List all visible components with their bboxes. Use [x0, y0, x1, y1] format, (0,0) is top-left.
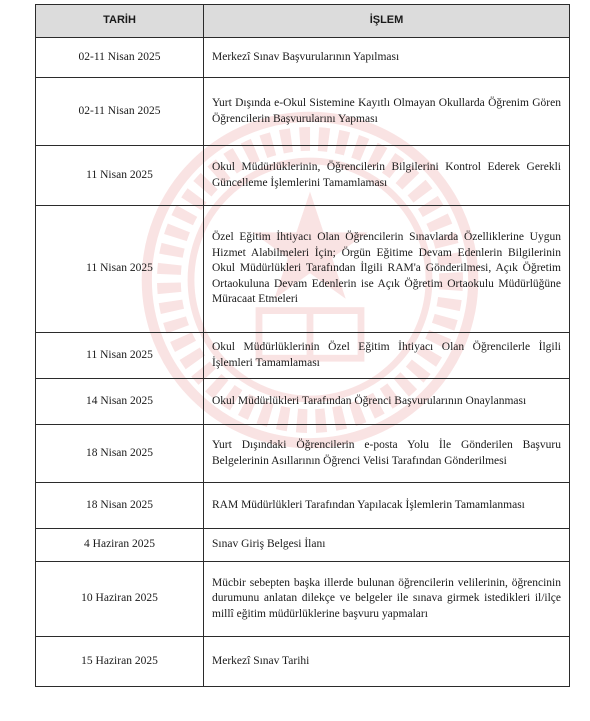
row-date: 02-11 Nisan 2025: [36, 78, 204, 146]
row-action: RAM Müdürlükleri Tarafından Yapılacak İşlemlerin Tamamlanması: [204, 483, 570, 529]
table-row: [36, 38, 570, 78]
table-row: [36, 637, 570, 687]
table-row: [36, 78, 570, 146]
row-date: 18 Nisan 2025: [36, 483, 204, 529]
exam-schedule-table: [35, 4, 570, 687]
row-action: Okul Müdürlükleri Tarafından Öğrenci Başvurularının Onaylanması: [204, 379, 570, 425]
row-date: 15 Haziran 2025: [36, 637, 204, 687]
date-column-header: TARİH: [36, 5, 204, 38]
row-date: 18 Nisan 2025: [36, 425, 204, 483]
row-date: 11 Nisan 2025: [36, 146, 204, 206]
table-row: [36, 483, 570, 529]
table-row: [36, 146, 570, 206]
row-action: Mücbir sebepten başka illerde bulunan öğrencilerin velilerinin, öğrencinin durumunu anlatan dilekçe ve belgeler ile sınava girmek istedikleri il/ilçe millî eğitim müdürlüklerine başvuru yapmaları: [204, 562, 570, 637]
row-action: Okul Müdürlüklerinin, Öğrencilerin Bilgilerini Kontrol Ederek Gerekli Güncelleme İşlemlerini Tamamlaması: [204, 146, 570, 206]
row-action: Özel Eğitim İhtiyacı Olan Öğrencilerin Sınavlarda Özelliklerine Uygun Hizmet Alabilmeleri İçin; Örgün Eğitime Devam Edenlerin Bilgilerinin Okul Müdürlükleri Tarafından İlgili RAM'a Gönderilmesi, Açık Öğretim Ortaokuluna Devam Edenlerin ise Açık Öğretim Ortaokulu Müdürlüğüne Müracaat Etmeleri: [204, 206, 570, 333]
action-column-header: İŞLEM: [204, 5, 570, 38]
table-row: [36, 379, 570, 425]
table-row: [36, 562, 570, 637]
table-row: [36, 333, 570, 379]
row-action: Yurt Dışındaki Öğrencilerin e-posta Yolu İle Gönderilen Başvuru Belgelerinin Asıllarının Öğrenci Velisi Tarafından Gönderilmesi: [204, 425, 570, 483]
row-date: 14 Nisan 2025: [36, 379, 204, 425]
row-action: Merkezî Sınav Başvurularının Yapılması: [204, 38, 570, 78]
row-date: 11 Nisan 2025: [36, 206, 204, 333]
row-date: 4 Haziran 2025: [36, 529, 204, 562]
row-date: 11 Nisan 2025: [36, 333, 204, 379]
row-action: Merkezî Sınav Tarihi: [204, 637, 570, 687]
table-row: [36, 425, 570, 483]
row-date: 10 Haziran 2025: [36, 562, 204, 637]
table-row: [36, 206, 570, 333]
row-action: Okul Müdürlüklerinin Özel Eğitim İhtiyacı Olan Öğrencilerle İlgili İşlemleri Tamamlaması: [204, 333, 570, 379]
row-date: 02-11 Nisan 2025: [36, 38, 204, 78]
table-row: [36, 529, 570, 562]
table-header-row: [36, 5, 570, 38]
row-action: Yurt Dışında e-Okul Sistemine Kayıtlı Olmayan Okullarda Öğrenim Gören Öğrencilerin Başvurularını Yapması: [204, 78, 570, 146]
row-action: Sınav Giriş Belgesi İlanı: [204, 529, 570, 562]
